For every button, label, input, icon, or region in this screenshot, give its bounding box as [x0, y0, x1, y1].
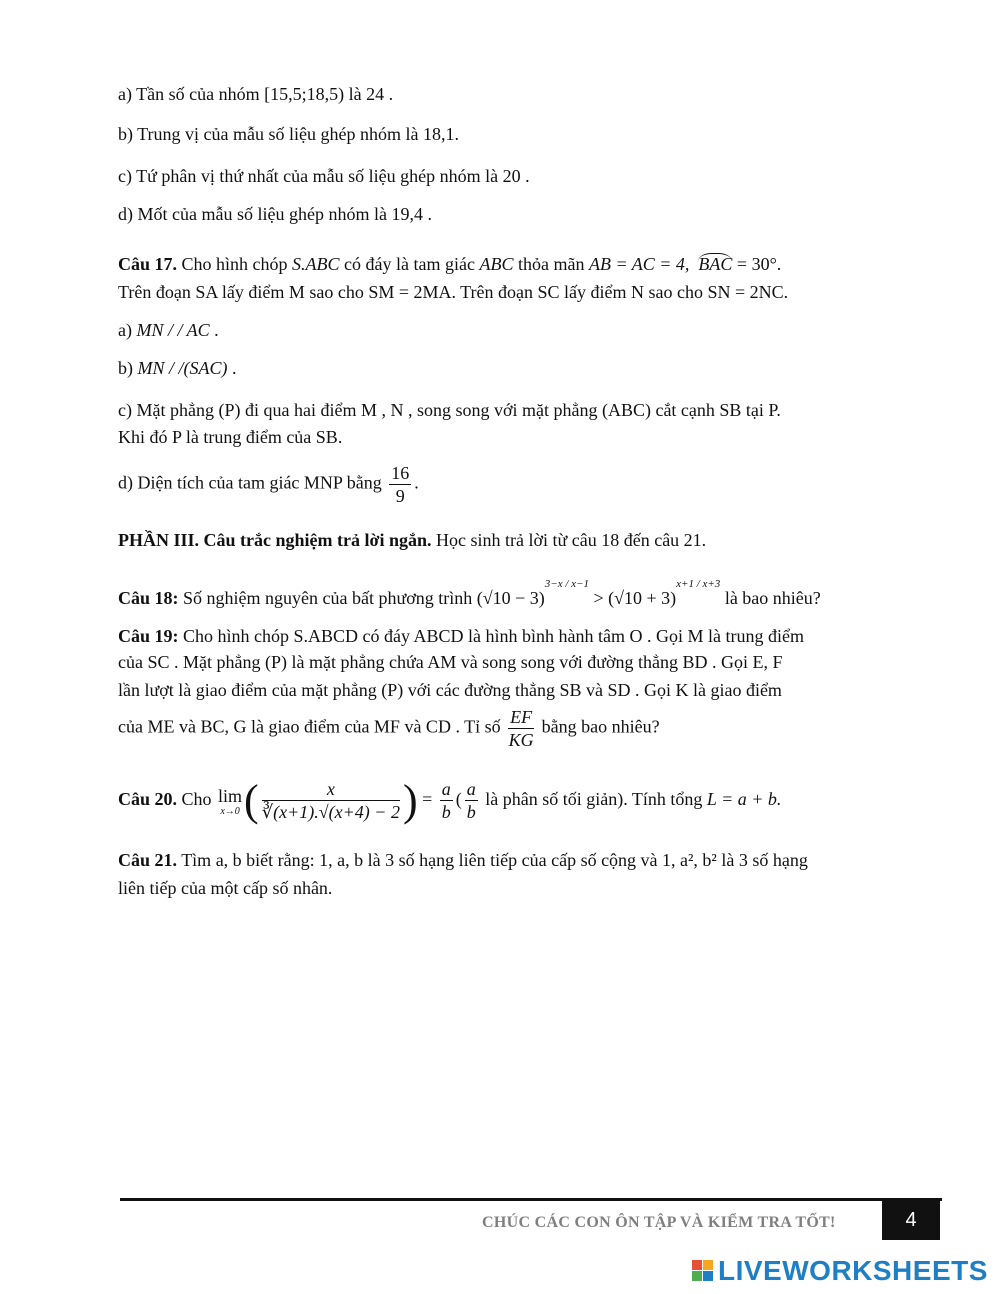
q17-d-denominator: 9 [395, 486, 405, 506]
q18-tail: là bao nhiêu? [720, 588, 821, 608]
q20-ab-fraction2 [465, 778, 478, 823]
q17-angle-value: = 30°. [732, 254, 782, 274]
q19-ratio [508, 706, 534, 751]
q16-item-a: a) Tần số của nhóm [15,5;18,5) là 24 . [118, 84, 394, 104]
q17-d-text: d) Diện tích của tam giác MNP bằng [118, 472, 382, 493]
liveworksheets-logo[interactable] [692, 1256, 988, 1286]
page-number: 4 [882, 1200, 940, 1240]
q20-ab-fraction [440, 778, 453, 823]
q19-text4: của ME và BC, G là giao điểm của MF và CD . Tỉ số [118, 716, 501, 737]
q20-b2: b [466, 802, 476, 823]
q21-line2: liên tiếp của một cấp số nhân. [118, 878, 333, 898]
q17-item-d: d) Diện tích của tam giác MNP bằng $\frac{16}{9}$ . [118, 463, 419, 506]
q18-label: Câu 18: [118, 588, 179, 608]
q21-label: Câu 21. [118, 850, 178, 870]
q18-text: Số nghiệm nguyên của bất phương trình [178, 588, 477, 608]
q18-base1: (√10 − 3) [476, 588, 545, 608]
part3-title: PHẦN III. Câu trắc nghiệm trả lời ngắn. [118, 530, 432, 550]
q17-b-label: b) [118, 358, 138, 378]
q17-d-numerator: 16 [391, 463, 410, 483]
q17-line2: Trên đoạn SA lấy điểm M sao cho SM = 2MA. Trên đoạn SC lấy điểm N sao cho SN = 2NC. [118, 282, 789, 302]
q20-text: Cho [177, 789, 217, 809]
part3-heading [118, 528, 706, 552]
q20-line: Câu 20. Cho lim x→0 ( $\frac{x}{∛(x+1).√(x+4) - 2}$ ) = $\frac{a}{b}$ ( $\frac{a}{b}$ là phân số tối giản). Tính tổng L = a + b. [118, 775, 782, 825]
q20-sum: L = a + b. [706, 789, 782, 809]
liveworksheets-brand: LIVEWORKSHEETS [718, 1255, 988, 1286]
q20-a: a [441, 779, 451, 800]
q17-b-expr: MN / /(SAC) [137, 358, 228, 378]
q19-line1 [118, 624, 804, 648]
q20-main-fraction [262, 778, 400, 823]
q19-ratio-numerator: EF [510, 707, 533, 727]
q17-triangle: ABC [479, 254, 514, 274]
q19-text1: Cho hình chóp S.ABCD có đáy ABCD là hình bình hành tâm O . Gọi M là trung điểm [178, 626, 804, 646]
q17-pyramid: S.ABC [292, 254, 340, 274]
part3-instructions: Học sinh trả lời từ câu 18 đến câu 21. [431, 530, 707, 550]
q18-gt: > [588, 588, 609, 608]
q18-line [118, 578, 821, 610]
q20-label: Câu 20. [118, 789, 178, 809]
q18-base2: (√10 + 3) [608, 588, 677, 608]
q17-item-b: b) MN / /(SAC) . [118, 358, 237, 378]
q19-line4 [118, 706, 660, 751]
q20-equals: = [417, 789, 437, 809]
q17-a-label: a) [118, 320, 137, 340]
footer-message: CHÚC CÁC CON ÔN TẬP VÀ KIỂM TRA TỐT! [482, 1214, 836, 1231]
q17-label: Câu 17. [118, 254, 178, 274]
q17-text-a: Cho hình chóp [177, 254, 293, 274]
q19-ratio-denominator: KG [508, 730, 534, 750]
q17-a-expr: MN / / AC [136, 320, 210, 340]
q21-text1: Tìm a, b biết rằng: 1, a, b là 3 số hạng liên tiếp của cấp số cộng và 1, a², b² là 3 số hạng [177, 850, 808, 870]
q16-item-b: b) Trung vị của mẫu số liệu ghép nhóm là 18,1. [118, 124, 459, 144]
footer-divider [120, 1198, 942, 1201]
q16-item-d: d) Mốt của mẫu số liệu ghép nhóm là 19,4 . [118, 204, 432, 224]
q20-lim: lim [218, 785, 243, 806]
q18-exponent1: 3−x / x−1 [544, 578, 589, 590]
q17-angle: BAC [698, 254, 733, 274]
q17-text-c: thỏa mãn [513, 254, 589, 274]
q20-text2: là phân số tối giản). Tính tổng [480, 789, 707, 809]
q19-line2: của SC . Mặt phẳng (P) là mặt phẳng chứa AM và song song với đường thẳng BD . Gọi E, F [118, 652, 783, 672]
q17-text-b: có đáy là tam giác [339, 254, 480, 274]
q17-d-fraction [389, 462, 411, 507]
q20-lim-sub: x→0 [220, 805, 240, 817]
q18-exponent2: x+1 / x+3 [676, 578, 721, 590]
q20-numerator: x [262, 778, 400, 801]
q19-line3: lần lượt là giao điểm của mặt phẳng (P) với các đường thẳng SB và SD . Gọi K là giao điểm [118, 680, 782, 700]
q16-item-c: c) Tứ phân vị thứ nhất của mẫu số liệu ghép nhóm là 20 . [118, 166, 530, 186]
liveworksheets-icon [692, 1260, 714, 1282]
q20-denominator: ∛(x+1).√(x+4) − 2 [261, 802, 400, 823]
q21-line1 [118, 848, 808, 872]
q17-item-c-line1: c) Mặt phẳng (P) đi qua hai điểm M , N , song song với mặt phẳng (ABC) cắt cạnh SB tại P. [118, 400, 781, 420]
q20-paren: ( [455, 789, 462, 809]
q20-a2: a [466, 779, 476, 800]
q17-equation: AB = AC = 4, [588, 254, 690, 274]
q17-line1 [118, 252, 781, 276]
q17-item-c-line2: Khi đó P là trung điểm của SB. [118, 427, 343, 447]
q20-b: b [441, 802, 451, 823]
q20-limit [218, 785, 242, 817]
q19-label: Câu 19: [118, 626, 179, 646]
q19-tail: bằng bao nhiêu? [537, 716, 660, 737]
q17-item-a: a) MN / / AC . [118, 320, 219, 340]
